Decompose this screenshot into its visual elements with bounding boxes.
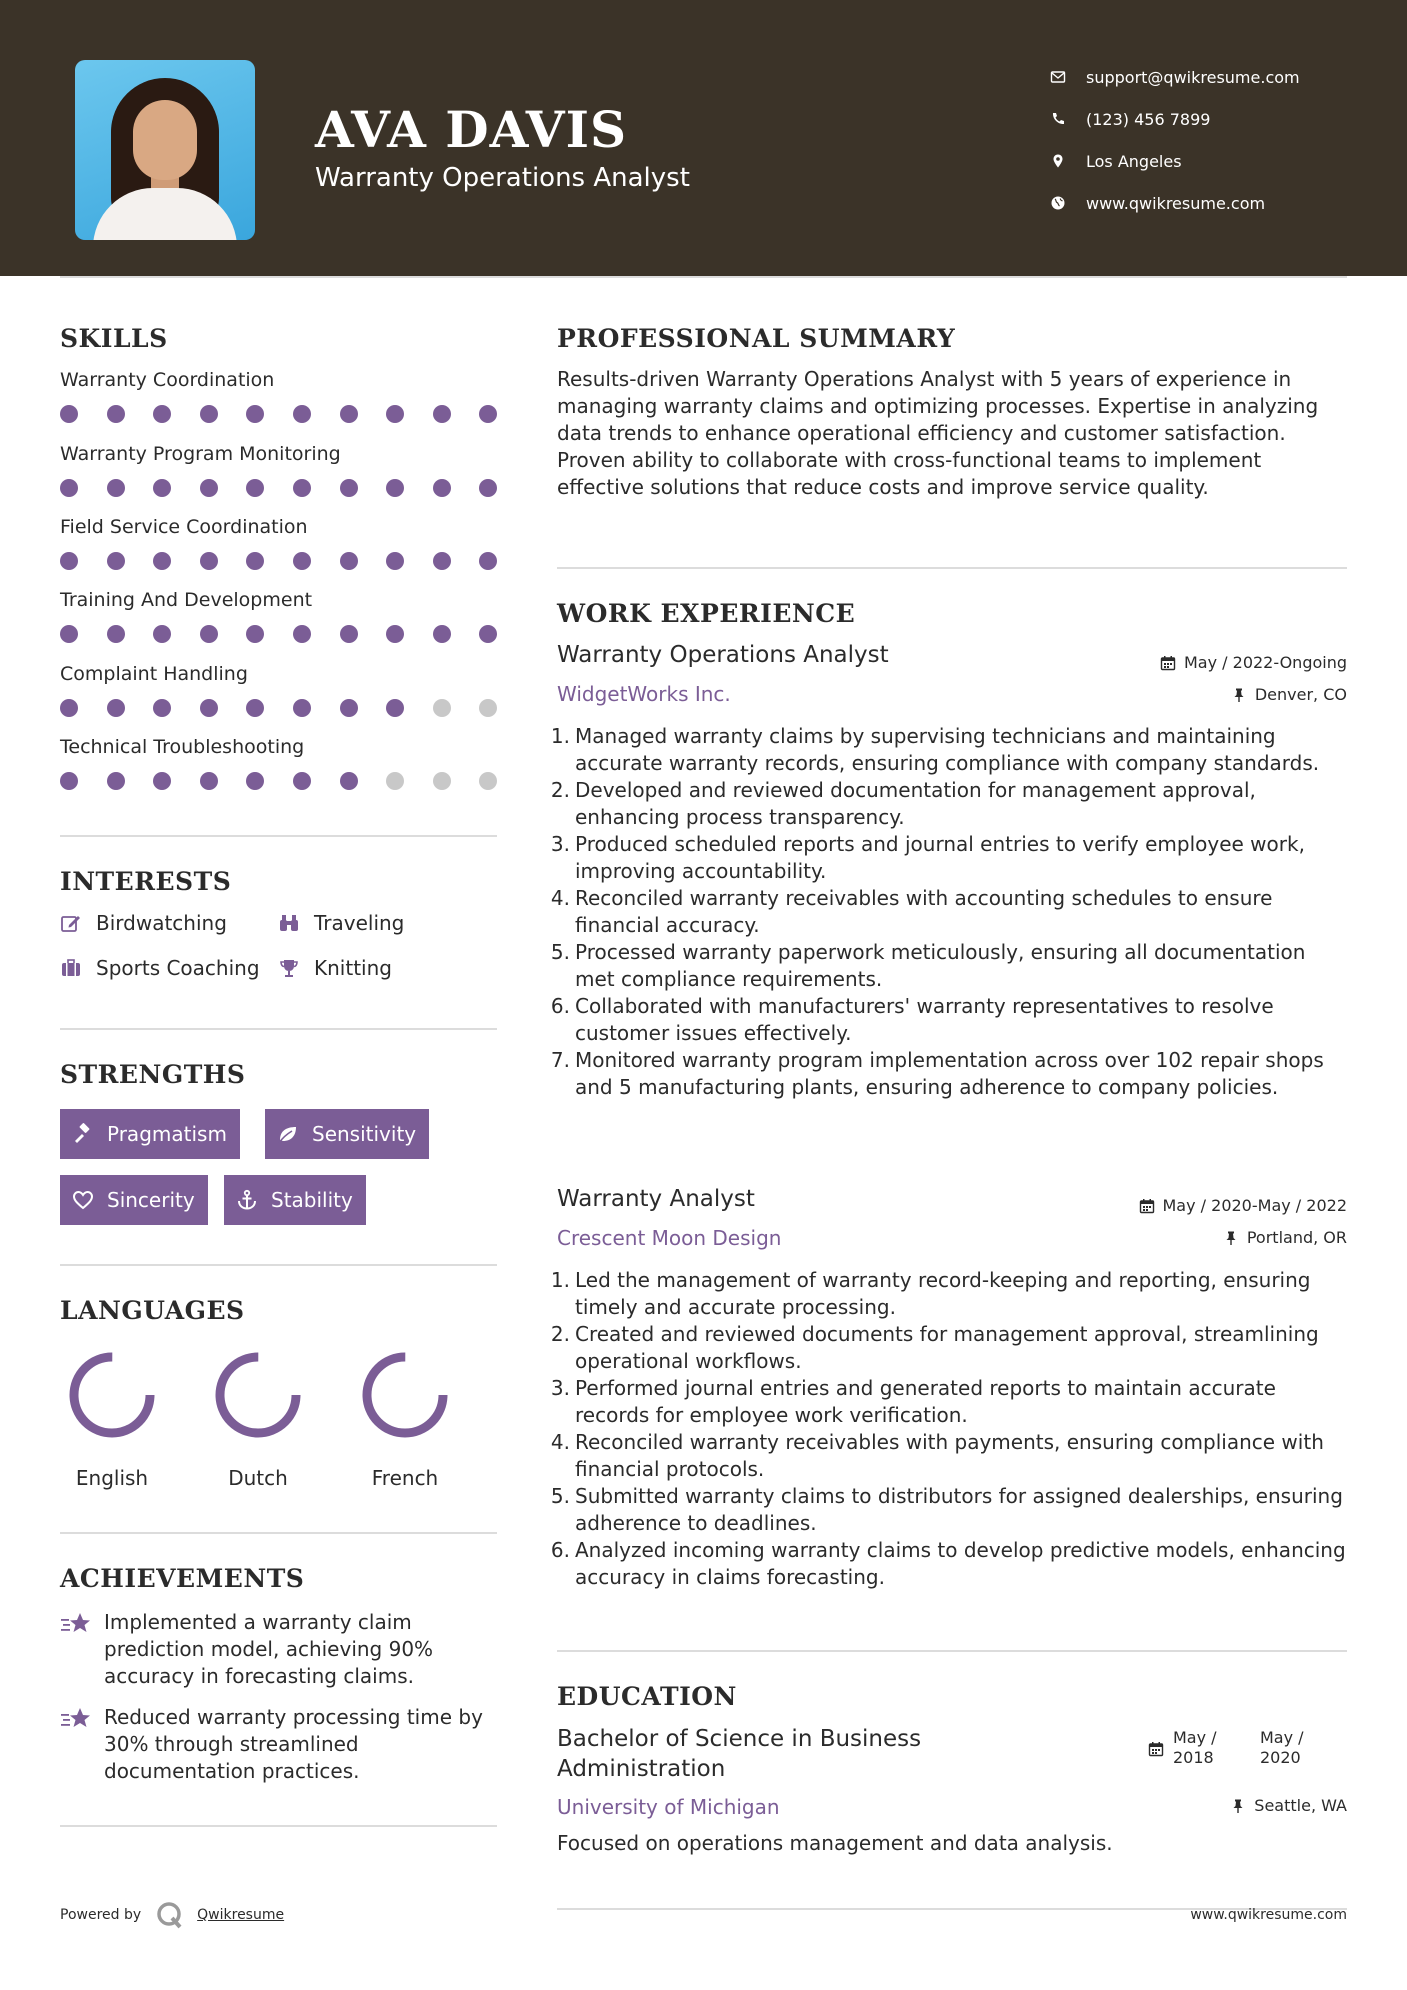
skill-dot-empty bbox=[479, 699, 497, 717]
job-bullet-item bbox=[550, 1267, 1350, 1321]
summary-text: Results-driven Warranty Operations Analyst with 5 years of experience in managing warranty claims and optimizing processes. Expertise in analyzing data trends to enhance operational efficiency and customer satisfaction. Proven ability to collaborate with cross-functional teams to implement effective solutions that reduce costs and improve service quality. bbox=[557, 367, 1319, 499]
bullet-text: Created and reviewed documents for management approval, streamlining operational workflows. bbox=[575, 1322, 1319, 1373]
leaf-icon bbox=[277, 1123, 301, 1145]
skill-item bbox=[60, 736, 500, 790]
bullet-text: Processed warranty paperwork meticulously, ensuring all documentation met compliance requirements. bbox=[575, 940, 1306, 991]
envelope-icon bbox=[1050, 69, 1086, 85]
bullet-number: 6. bbox=[550, 1538, 570, 1562]
language-label: French bbox=[371, 1466, 439, 1490]
strength-label: Stability bbox=[271, 1188, 353, 1212]
bullet-text: Performed journal entries and generated reports to maintain accurate records for employee work verification. bbox=[575, 1376, 1276, 1427]
skill-dot-empty bbox=[433, 699, 451, 717]
skill-dot-filled bbox=[433, 552, 451, 570]
interest-label: Knitting bbox=[314, 956, 392, 980]
summary-heading: PROFESSIONAL SUMMARY bbox=[557, 324, 956, 353]
skill-dot-filled bbox=[293, 625, 311, 643]
language-level-arc bbox=[220, 1357, 296, 1433]
skill-dot-filled bbox=[200, 772, 218, 790]
skill-dot-filled bbox=[246, 552, 264, 570]
language-level-ring bbox=[358, 1348, 452, 1442]
job-date-text: May / 2022-Ongoing bbox=[1184, 653, 1347, 672]
bullet-number: 5. bbox=[550, 1484, 570, 1508]
contact-phone-text: (123) 456 7899 bbox=[1086, 109, 1211, 129]
skill-dot-filled bbox=[293, 479, 311, 497]
skill-dot-filled bbox=[200, 479, 218, 497]
job-bullet-item bbox=[550, 1537, 1350, 1591]
language-level-ring bbox=[65, 1348, 159, 1442]
job-bullet-item bbox=[550, 723, 1350, 777]
skill-dot-filled bbox=[386, 552, 404, 570]
trophy-icon bbox=[278, 957, 304, 979]
bullet-number: 4. bbox=[550, 886, 570, 910]
skill-dot-filled bbox=[479, 552, 497, 570]
calendar-icon bbox=[1148, 1741, 1164, 1757]
experience-divider bbox=[557, 1650, 1347, 1652]
language-level-arc bbox=[367, 1357, 443, 1433]
job-location-text: Denver, CO bbox=[1254, 685, 1347, 704]
language-level-ring bbox=[211, 1348, 305, 1442]
strength-label: Pragmatism bbox=[107, 1122, 227, 1146]
language-label: English bbox=[75, 1466, 149, 1490]
skill-dot-filled bbox=[153, 552, 171, 570]
skill-rating bbox=[60, 623, 500, 643]
binoculars-icon bbox=[278, 912, 304, 934]
skill-rating bbox=[60, 477, 500, 497]
calendar-icon bbox=[1160, 655, 1176, 671]
skill-item bbox=[60, 443, 500, 497]
bullet-text: Collaborated with manufacturers' warranty representatives to resolve customer issues effectively. bbox=[575, 994, 1274, 1045]
skill-dot-filled bbox=[479, 405, 497, 423]
skill-dot-filled bbox=[340, 405, 358, 423]
skill-dot-filled bbox=[293, 552, 311, 570]
powered-prefix: Powered by bbox=[60, 1907, 142, 1923]
degree-line-2: Administration bbox=[557, 1756, 726, 1782]
job-title: Warranty Analyst bbox=[557, 1186, 755, 1212]
skill-dot-filled bbox=[60, 405, 78, 423]
phone-icon bbox=[1050, 111, 1086, 127]
skill-rating bbox=[60, 403, 500, 423]
skill-dot-filled bbox=[293, 699, 311, 717]
skill-dot-filled bbox=[386, 479, 404, 497]
job-location bbox=[1223, 1228, 1347, 1247]
skill-label: Warranty Coordination bbox=[60, 369, 275, 391]
skill-dot-filled bbox=[200, 699, 218, 717]
skill-dot-filled bbox=[107, 699, 125, 717]
skill-rating bbox=[60, 697, 500, 717]
job-date bbox=[1160, 653, 1347, 672]
skill-item bbox=[60, 663, 500, 717]
strength-label: Sincerity bbox=[107, 1188, 195, 1212]
skill-dot-filled bbox=[340, 479, 358, 497]
bullet-number: 1. bbox=[550, 1268, 570, 1292]
powered-brand-link[interactable]: Qwikresume bbox=[197, 1907, 285, 1923]
skill-dot-filled bbox=[340, 552, 358, 570]
contact-phone[interactable] bbox=[1050, 98, 1300, 140]
job-title: Warranty Operations Analyst bbox=[557, 642, 889, 668]
skill-dot-filled bbox=[386, 625, 404, 643]
contact-email[interactable] bbox=[1050, 56, 1300, 98]
skill-dot-filled bbox=[386, 699, 404, 717]
job-location bbox=[1231, 685, 1347, 704]
strengths-divider bbox=[60, 1264, 497, 1266]
skill-dot-filled bbox=[153, 479, 171, 497]
interest-item bbox=[278, 956, 392, 980]
skill-dot-filled bbox=[340, 699, 358, 717]
strengths-heading: STRENGTHS bbox=[60, 1060, 246, 1089]
strength-label: Sensitivity bbox=[312, 1122, 417, 1146]
skill-dot-filled bbox=[60, 479, 78, 497]
qwikresume-logo-icon bbox=[155, 1900, 185, 1930]
job-bullet-item bbox=[550, 1483, 1350, 1537]
bullet-text: Submitted warranty claims to distributors for assigned dealerships, ensuring adherence to deadlines. bbox=[575, 1484, 1343, 1535]
skill-dot-filled bbox=[60, 699, 78, 717]
gavel-icon bbox=[72, 1123, 96, 1145]
job-bullet-item bbox=[550, 1321, 1350, 1375]
bullet-text: Monitored warranty program implementation across over 102 repair shops and 5 manufacturing plants, ensuring adherence to company policies. bbox=[575, 1048, 1324, 1099]
job-date-text: May / 2020-May / 2022 bbox=[1162, 1196, 1347, 1215]
language-level-arc bbox=[74, 1357, 150, 1433]
skill-dot-filled bbox=[340, 772, 358, 790]
job-bullet-item bbox=[550, 939, 1350, 993]
globe-icon bbox=[1050, 195, 1086, 211]
skill-dot-filled bbox=[107, 405, 125, 423]
bullet-number: 4. bbox=[550, 1430, 570, 1454]
strength-tag bbox=[265, 1109, 429, 1159]
skill-dot-empty bbox=[479, 772, 497, 790]
strength-tag bbox=[60, 1109, 240, 1159]
skill-dot-filled bbox=[60, 625, 78, 643]
job-bullet-item bbox=[550, 1047, 1350, 1101]
skill-dot-empty bbox=[433, 772, 451, 790]
bullet-number: 2. bbox=[550, 778, 570, 802]
skills-divider bbox=[60, 835, 497, 837]
languages-heading: LANGUAGES bbox=[60, 1296, 245, 1325]
skill-dot-empty bbox=[386, 772, 404, 790]
pushpin-icon bbox=[1223, 1230, 1239, 1246]
bullet-text: Reconciled warranty receivables with payments, ensuring compliance with financial protocols. bbox=[575, 1430, 1324, 1481]
job-company: WidgetWorks Inc. bbox=[557, 682, 731, 706]
candidate-name: AVA DAVIS bbox=[315, 100, 628, 159]
skill-dot-filled bbox=[433, 625, 451, 643]
bullet-number: 3. bbox=[550, 832, 570, 856]
skill-rating bbox=[60, 770, 500, 790]
skill-dot-filled bbox=[293, 405, 311, 423]
skill-dot-filled bbox=[246, 405, 264, 423]
bullet-number: 2. bbox=[550, 1322, 570, 1346]
edit-icon bbox=[60, 912, 86, 934]
star-icon bbox=[60, 1609, 104, 1690]
strength-tag bbox=[60, 1175, 208, 1225]
edu-school: University of Michigan bbox=[557, 1795, 780, 1819]
contact-website[interactable] bbox=[1050, 182, 1300, 224]
skill-dot-filled bbox=[200, 552, 218, 570]
bullet-text: Developed and reviewed documentation for management approval, enhancing process transparency. bbox=[575, 778, 1256, 829]
skill-dot-filled bbox=[246, 625, 264, 643]
degree-line-1: Bachelor of Science in Business bbox=[557, 1726, 922, 1752]
job-bullet-item bbox=[550, 885, 1350, 939]
header-divider bbox=[60, 276, 1347, 278]
skill-dot-filled bbox=[246, 772, 264, 790]
summary-divider bbox=[557, 567, 1347, 569]
skill-dot-filled bbox=[200, 405, 218, 423]
achievement-text: Implemented a warranty claim prediction model, achieving 90% accuracy in forecasting claims. bbox=[104, 1610, 434, 1688]
skill-label: Field Service Coordination bbox=[60, 516, 308, 538]
job-date bbox=[1139, 1196, 1348, 1215]
skill-rating bbox=[60, 550, 500, 570]
achievement-item bbox=[60, 1609, 500, 1690]
interest-label: Sports Coaching bbox=[96, 956, 260, 980]
edu-end-year: 2020 bbox=[1260, 1748, 1301, 1767]
skill-dot-filled bbox=[340, 625, 358, 643]
bullet-number: 5. bbox=[550, 940, 570, 964]
language-item bbox=[198, 1348, 318, 1490]
powered-by bbox=[60, 1900, 284, 1930]
edu-end-month: May / bbox=[1260, 1728, 1304, 1747]
pushpin-icon bbox=[1230, 1798, 1246, 1814]
skill-dot-filled bbox=[107, 625, 125, 643]
calendar-icon bbox=[1139, 1198, 1155, 1214]
job-bullets bbox=[550, 1267, 1350, 1591]
language-item bbox=[345, 1348, 465, 1490]
skill-dot-filled bbox=[293, 772, 311, 790]
strength-tag bbox=[224, 1175, 366, 1225]
skill-item bbox=[60, 369, 500, 423]
skill-item bbox=[60, 589, 500, 643]
edu-description: Focused on operations management and data analysis. bbox=[557, 1831, 1113, 1855]
skill-dot-filled bbox=[153, 405, 171, 423]
resume-header bbox=[0, 0, 1407, 276]
education-heading: EDUCATION bbox=[557, 1682, 737, 1711]
bullet-text: Reconciled warranty receivables with accounting schedules to ensure financial accuracy. bbox=[575, 886, 1273, 937]
skill-dot-filled bbox=[153, 699, 171, 717]
interests-heading: INTERESTS bbox=[60, 867, 232, 896]
job-bullet-item bbox=[550, 777, 1350, 831]
skill-dot-filled bbox=[433, 479, 451, 497]
interests-divider bbox=[60, 1028, 497, 1030]
language-label: Dutch bbox=[228, 1466, 288, 1490]
edu-start-date bbox=[1173, 1728, 1217, 1768]
star-icon bbox=[60, 1704, 104, 1785]
bullet-number: 1. bbox=[550, 724, 570, 748]
achievement-text: Reduced warranty processing time by 30% through streamlined documentation practices. bbox=[104, 1705, 483, 1783]
skills-heading: SKILLS bbox=[60, 324, 168, 353]
contact-location-text: Los Angeles bbox=[1086, 151, 1182, 171]
job-bullet-item bbox=[550, 1429, 1350, 1483]
skill-dot-filled bbox=[107, 772, 125, 790]
contact-website-text: www.qwikresume.com bbox=[1086, 193, 1266, 213]
interest-label: Birdwatching bbox=[96, 911, 227, 935]
skill-dot-filled bbox=[153, 772, 171, 790]
interest-item bbox=[60, 956, 260, 980]
edu-location-text: Seattle, WA bbox=[1254, 1796, 1347, 1815]
achievements-divider bbox=[60, 1825, 497, 1827]
skill-dot-filled bbox=[200, 625, 218, 643]
footer-website-link[interactable]: www.qwikresume.com bbox=[1190, 1907, 1347, 1923]
skill-label: Technical Troubleshooting bbox=[60, 736, 305, 758]
briefcase-icon bbox=[60, 957, 86, 979]
languages-divider bbox=[60, 1532, 497, 1534]
bullet-number: 7. bbox=[550, 1048, 570, 1072]
skill-dot-filled bbox=[60, 552, 78, 570]
candidate-title: Warranty Operations Analyst bbox=[315, 163, 690, 193]
skill-label: Training And Development bbox=[60, 589, 313, 611]
job-bullet-item bbox=[550, 831, 1350, 885]
edu-start-year: 2018 bbox=[1173, 1748, 1214, 1767]
skill-dot-filled bbox=[107, 552, 125, 570]
experience-heading: WORK EXPERIENCE bbox=[557, 599, 856, 628]
edu-start-month: May / bbox=[1173, 1728, 1217, 1747]
skill-dot-filled bbox=[246, 699, 264, 717]
skill-dot-filled bbox=[479, 625, 497, 643]
profile-photo bbox=[75, 60, 255, 240]
skill-dot-filled bbox=[246, 479, 264, 497]
skill-label: Complaint Handling bbox=[60, 663, 248, 685]
skill-dot-filled bbox=[433, 405, 451, 423]
achievement-item bbox=[60, 1704, 500, 1785]
skill-label: Warranty Program Monitoring bbox=[60, 443, 341, 465]
map-pin-icon bbox=[1050, 153, 1086, 169]
bullet-text: Analyzed incoming warranty claims to develop predictive models, enhancing accuracy in claims forecasting. bbox=[575, 1538, 1346, 1589]
language-item bbox=[52, 1348, 172, 1490]
skill-dot-filled bbox=[107, 479, 125, 497]
skill-item bbox=[60, 516, 500, 570]
skill-dot-filled bbox=[60, 772, 78, 790]
job-company: Crescent Moon Design bbox=[557, 1226, 782, 1250]
edu-end-date bbox=[1260, 1728, 1304, 1768]
bullet-text: Led the management of warranty record-keeping and reporting, ensuring timely and accurate processing. bbox=[575, 1268, 1311, 1319]
achievements-heading: ACHIEVEMENTS bbox=[60, 1564, 305, 1593]
job-bullet-item bbox=[550, 1375, 1350, 1429]
skill-dot-filled bbox=[479, 479, 497, 497]
contact-email-text: support@qwikresume.com bbox=[1086, 67, 1300, 87]
skill-dot-filled bbox=[386, 405, 404, 423]
edu-location bbox=[1230, 1796, 1347, 1815]
pushpin-icon bbox=[1231, 687, 1247, 703]
interest-item bbox=[60, 911, 227, 935]
interest-label: Traveling bbox=[314, 911, 405, 935]
job-location-text: Portland, OR bbox=[1246, 1228, 1347, 1247]
job-bullets bbox=[550, 723, 1350, 1101]
contact-list bbox=[1050, 56, 1300, 224]
bullet-number: 3. bbox=[550, 1376, 570, 1400]
skill-dot-filled bbox=[153, 625, 171, 643]
interest-item bbox=[278, 911, 404, 935]
bullet-text: Managed warranty claims by supervising technicians and maintaining accurate warranty records, ensuring compliance with company standards. bbox=[575, 724, 1320, 775]
contact-location bbox=[1050, 140, 1300, 182]
bullet-number: 6. bbox=[550, 994, 570, 1018]
heart-icon bbox=[72, 1189, 96, 1211]
anchor-icon bbox=[236, 1189, 260, 1211]
bullet-text: Produced scheduled reports and journal entries to verify employee work, improving accountability. bbox=[575, 832, 1305, 883]
job-bullet-item bbox=[550, 993, 1350, 1047]
